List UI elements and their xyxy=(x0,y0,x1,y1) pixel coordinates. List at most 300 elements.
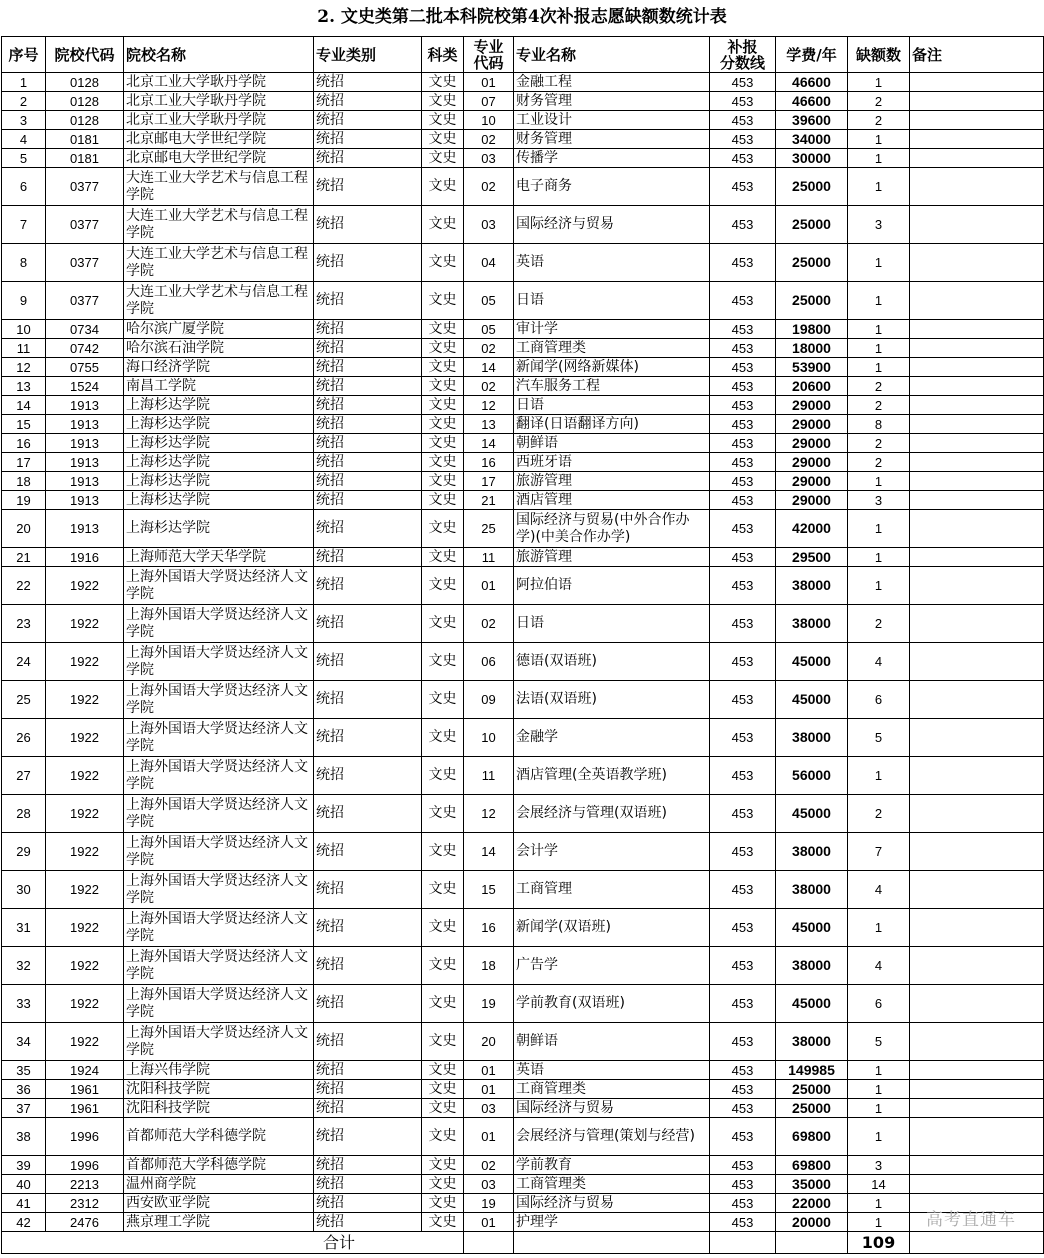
table-row xyxy=(2,719,1044,757)
remark-cell xyxy=(910,130,1044,149)
major-type-cell: 统招 xyxy=(314,491,422,510)
remark-cell xyxy=(910,510,1044,548)
score-line-cell: 453 xyxy=(710,985,776,1023)
school-name-cell: 上海外国语大学贤达经济人文学院 xyxy=(124,719,314,757)
major-name-cell: 国际经济与贸易 xyxy=(514,206,710,244)
seq-cell: 14 xyxy=(2,396,46,415)
major-code-cell: 21 xyxy=(464,491,514,510)
seq-cell: 25 xyxy=(2,681,46,719)
major-code-cell: 05 xyxy=(464,282,514,320)
school-name-cell: 上海外国语大学贤达经济人文学院 xyxy=(124,605,314,643)
seq-cell: 23 xyxy=(2,605,46,643)
major-type-cell: 统招 xyxy=(314,453,422,472)
remark-cell xyxy=(910,1061,1044,1080)
major-code-cell: 14 xyxy=(464,833,514,871)
vacancy-cell: 1 xyxy=(848,548,910,567)
score-line-cell: 453 xyxy=(710,92,776,111)
major-name-cell: 新闻学(双语班) xyxy=(514,909,710,947)
total-empty-cell xyxy=(910,1232,1044,1254)
school-name-cell: 北京邮电大学世纪学院 xyxy=(124,149,314,168)
school-code-cell: 1922 xyxy=(46,871,124,909)
table-row xyxy=(2,1175,1044,1194)
major-type-cell: 统招 xyxy=(314,985,422,1023)
vacancy-cell: 6 xyxy=(848,985,910,1023)
fee-cell: 29000 xyxy=(776,453,848,472)
remark-cell xyxy=(910,415,1044,434)
school-code-cell: 1913 xyxy=(46,434,124,453)
score-line-cell: 453 xyxy=(710,149,776,168)
fee-cell: 25000 xyxy=(776,1080,848,1099)
score-line-cell: 453 xyxy=(710,909,776,947)
seq-cell: 21 xyxy=(2,548,46,567)
header-score-line1: 补报 xyxy=(727,37,758,56)
seq-cell: 27 xyxy=(2,757,46,795)
major-type-cell: 统招 xyxy=(314,377,422,396)
subject-cell: 文史 xyxy=(422,282,464,320)
table-row xyxy=(2,168,1044,206)
table-row xyxy=(2,947,1044,985)
subject-cell: 文史 xyxy=(422,795,464,833)
major-name-cell: 翻译(日语翻译方向) xyxy=(514,415,710,434)
school-name-cell: 北京邮电大学世纪学院 xyxy=(124,130,314,149)
major-code-cell: 10 xyxy=(464,719,514,757)
fee-cell: 45000 xyxy=(776,909,848,947)
seq-cell: 26 xyxy=(2,719,46,757)
major-code-cell: 01 xyxy=(464,73,514,92)
remark-cell xyxy=(910,320,1044,339)
table-row xyxy=(2,396,1044,415)
major-type-cell: 统招 xyxy=(314,168,422,206)
school-name-cell: 上海外国语大学贤达经济人文学院 xyxy=(124,909,314,947)
score-line-cell: 453 xyxy=(710,795,776,833)
fee-cell: 53900 xyxy=(776,358,848,377)
fee-cell: 45000 xyxy=(776,985,848,1023)
major-type-cell: 统招 xyxy=(314,909,422,947)
header-fee: 学费/年 xyxy=(776,37,848,73)
table-row xyxy=(2,358,1044,377)
seq-cell: 29 xyxy=(2,833,46,871)
seq-cell: 35 xyxy=(2,1061,46,1080)
remark-cell xyxy=(910,434,1044,453)
fee-cell: 42000 xyxy=(776,510,848,548)
school-name-cell: 北京工业大学耿丹学院 xyxy=(124,73,314,92)
subject-cell: 文史 xyxy=(422,510,464,548)
school-code-cell: 2213 xyxy=(46,1175,124,1194)
vacancy-cell: 1 xyxy=(848,73,910,92)
major-name-cell: 阿拉伯语 xyxy=(514,567,710,605)
seq-cell: 30 xyxy=(2,871,46,909)
major-code-cell: 14 xyxy=(464,434,514,453)
seq-cell: 31 xyxy=(2,909,46,947)
fee-cell: 38000 xyxy=(776,605,848,643)
table-row xyxy=(2,871,1044,909)
table-row xyxy=(2,1080,1044,1099)
score-line-cell: 453 xyxy=(710,396,776,415)
fee-cell: 29000 xyxy=(776,415,848,434)
vacancy-cell: 4 xyxy=(848,871,910,909)
table-row xyxy=(2,510,1044,548)
score-line-cell: 453 xyxy=(710,681,776,719)
subject-cell: 文史 xyxy=(422,491,464,510)
vacancy-cell: 1 xyxy=(848,358,910,377)
table-row xyxy=(2,1156,1044,1175)
seq-cell: 24 xyxy=(2,643,46,681)
fee-cell: 29000 xyxy=(776,434,848,453)
major-code-cell: 03 xyxy=(464,206,514,244)
subject-cell: 文史 xyxy=(422,1061,464,1080)
major-type-cell: 统招 xyxy=(314,415,422,434)
school-name-cell: 上海外国语大学贤达经济人文学院 xyxy=(124,947,314,985)
fee-cell: 38000 xyxy=(776,719,848,757)
header-major-name: 专业名称 xyxy=(514,37,710,73)
school-code-cell: 0128 xyxy=(46,73,124,92)
school-name-cell: 西安欧亚学院 xyxy=(124,1194,314,1213)
major-type-cell: 统招 xyxy=(314,282,422,320)
major-name-cell: 酒店管理(全英语教学班) xyxy=(514,757,710,795)
table-row xyxy=(2,92,1044,111)
school-name-cell: 燕京理工学院 xyxy=(124,1213,314,1232)
table-row xyxy=(2,244,1044,282)
header-subject: 科类 xyxy=(422,37,464,73)
school-code-cell: 0377 xyxy=(46,168,124,206)
subject-cell: 文史 xyxy=(422,1023,464,1061)
table-header-row xyxy=(2,37,1044,73)
school-code-cell: 1996 xyxy=(46,1118,124,1156)
seq-cell: 17 xyxy=(2,453,46,472)
seq-cell: 10 xyxy=(2,320,46,339)
school-name-cell: 上海外国语大学贤达经济人文学院 xyxy=(124,871,314,909)
remark-cell xyxy=(910,719,1044,757)
subject-cell: 文史 xyxy=(422,206,464,244)
table-row xyxy=(2,757,1044,795)
header-major-code-line1: 专业 xyxy=(473,37,504,56)
major-name-cell: 会计学 xyxy=(514,833,710,871)
score-line-cell: 453 xyxy=(710,548,776,567)
vacancy-cell: 1 xyxy=(848,1099,910,1118)
score-line-cell: 453 xyxy=(710,491,776,510)
major-code-cell: 11 xyxy=(464,548,514,567)
major-type-cell: 统招 xyxy=(314,73,422,92)
major-type-cell: 统招 xyxy=(314,1213,422,1232)
school-code-cell: 0128 xyxy=(46,92,124,111)
table-row xyxy=(2,377,1044,396)
score-line-cell: 453 xyxy=(710,1099,776,1118)
header-major-code xyxy=(464,37,514,73)
header-major-code-line2: 代码 xyxy=(473,53,504,72)
subject-cell: 文史 xyxy=(422,472,464,491)
table-row xyxy=(2,985,1044,1023)
remark-cell xyxy=(910,282,1044,320)
vacancy-cell: 1 xyxy=(848,130,910,149)
school-name-cell: 沈阳科技学院 xyxy=(124,1080,314,1099)
score-line-cell: 453 xyxy=(710,377,776,396)
subject-cell: 文史 xyxy=(422,985,464,1023)
school-code-cell: 1922 xyxy=(46,681,124,719)
school-name-cell: 大连工业大学艺术与信息工程学院 xyxy=(124,282,314,320)
remark-cell xyxy=(910,605,1044,643)
total-empty-cell xyxy=(514,1232,710,1254)
school-code-cell: 2476 xyxy=(46,1213,124,1232)
subject-cell: 文史 xyxy=(422,358,464,377)
school-name-cell: 哈尔滨广厦学院 xyxy=(124,320,314,339)
school-code-cell: 0377 xyxy=(46,244,124,282)
header-remarks: 备注 xyxy=(910,37,1044,73)
vacancy-cell: 14 xyxy=(848,1175,910,1194)
table-row xyxy=(2,605,1044,643)
subject-cell: 文史 xyxy=(422,244,464,282)
score-line-cell: 453 xyxy=(710,1118,776,1156)
watermark-text: 高考直通车 xyxy=(926,1210,1016,1230)
fee-cell: 18000 xyxy=(776,339,848,358)
fee-cell: 25000 xyxy=(776,282,848,320)
subject-cell: 文史 xyxy=(422,1194,464,1213)
vacancy-cell: 3 xyxy=(848,206,910,244)
major-name-cell: 工商管理类 xyxy=(514,1080,710,1099)
seq-cell: 11 xyxy=(2,339,46,358)
seq-cell: 37 xyxy=(2,1099,46,1118)
fee-cell: 20600 xyxy=(776,377,848,396)
table-row xyxy=(2,681,1044,719)
major-type-cell: 统招 xyxy=(314,320,422,339)
remark-cell xyxy=(910,472,1044,491)
subject-cell: 文史 xyxy=(422,1080,464,1099)
remark-cell xyxy=(910,871,1044,909)
score-line-cell: 453 xyxy=(710,643,776,681)
seq-cell: 32 xyxy=(2,947,46,985)
school-name-cell: 上海外国语大学贤达经济人文学院 xyxy=(124,681,314,719)
major-type-cell: 统招 xyxy=(314,339,422,358)
subject-cell: 文史 xyxy=(422,92,464,111)
major-code-cell: 03 xyxy=(464,149,514,168)
major-code-cell: 09 xyxy=(464,681,514,719)
school-code-cell: 1922 xyxy=(46,947,124,985)
remark-cell xyxy=(910,681,1044,719)
major-name-cell: 西班牙语 xyxy=(514,453,710,472)
table-row xyxy=(2,1213,1044,1232)
school-code-cell: 1996 xyxy=(46,1156,124,1175)
vacancy-cell: 7 xyxy=(848,833,910,871)
fee-cell: 45000 xyxy=(776,681,848,719)
table-row xyxy=(2,909,1044,947)
header-score-line xyxy=(710,37,776,73)
school-code-cell: 0742 xyxy=(46,339,124,358)
school-code-cell: 1922 xyxy=(46,795,124,833)
major-name-cell: 护理学 xyxy=(514,1213,710,1232)
school-name-cell: 上海外国语大学贤达经济人文学院 xyxy=(124,795,314,833)
subject-cell: 文史 xyxy=(422,1156,464,1175)
score-line-cell: 453 xyxy=(710,434,776,453)
major-name-cell: 国际经济与贸易 xyxy=(514,1099,710,1118)
major-type-cell: 统招 xyxy=(314,833,422,871)
vacancy-table xyxy=(1,36,1044,1254)
score-line-cell: 453 xyxy=(710,833,776,871)
header-score-line2: 分数线 xyxy=(719,53,765,72)
remark-cell xyxy=(910,377,1044,396)
school-code-cell: 1913 xyxy=(46,396,124,415)
major-code-cell: 06 xyxy=(464,643,514,681)
vacancy-cell: 2 xyxy=(848,795,910,833)
score-line-cell: 453 xyxy=(710,1175,776,1194)
remark-cell xyxy=(910,795,1044,833)
major-code-cell: 02 xyxy=(464,605,514,643)
subject-cell: 文史 xyxy=(422,168,464,206)
major-code-cell: 12 xyxy=(464,795,514,833)
school-code-cell: 2312 xyxy=(46,1194,124,1213)
table-row xyxy=(2,795,1044,833)
seq-cell: 42 xyxy=(2,1213,46,1232)
major-code-cell: 18 xyxy=(464,947,514,985)
major-code-cell: 01 xyxy=(464,567,514,605)
remark-cell xyxy=(910,548,1044,567)
school-code-cell: 0377 xyxy=(46,282,124,320)
school-code-cell: 1922 xyxy=(46,985,124,1023)
school-name-cell: 沈阳科技学院 xyxy=(124,1099,314,1118)
table-row xyxy=(2,643,1044,681)
major-code-cell: 01 xyxy=(464,1080,514,1099)
vacancy-cell: 1 xyxy=(848,320,910,339)
fee-cell: 25000 xyxy=(776,1099,848,1118)
seq-cell: 6 xyxy=(2,168,46,206)
school-name-cell: 上海杉达学院 xyxy=(124,453,314,472)
school-name-cell: 上海外国语大学贤达经济人文学院 xyxy=(124,643,314,681)
major-name-cell: 审计学 xyxy=(514,320,710,339)
fee-cell: 29000 xyxy=(776,472,848,491)
score-line-cell: 453 xyxy=(710,73,776,92)
subject-cell: 文史 xyxy=(422,73,464,92)
vacancy-cell: 1 xyxy=(848,1194,910,1213)
major-code-cell: 02 xyxy=(464,168,514,206)
subject-cell: 文史 xyxy=(422,396,464,415)
score-line-cell: 453 xyxy=(710,567,776,605)
score-line-cell: 453 xyxy=(710,168,776,206)
fee-cell: 30000 xyxy=(776,149,848,168)
subject-cell: 文史 xyxy=(422,1175,464,1194)
school-name-cell: 北京工业大学耿丹学院 xyxy=(124,92,314,111)
subject-cell: 文史 xyxy=(422,909,464,947)
major-type-cell: 统招 xyxy=(314,130,422,149)
score-line-cell: 453 xyxy=(710,1213,776,1232)
fee-cell: 22000 xyxy=(776,1194,848,1213)
fee-cell: 29500 xyxy=(776,548,848,567)
major-type-cell: 统招 xyxy=(314,358,422,377)
school-code-cell: 0181 xyxy=(46,130,124,149)
subject-cell: 文史 xyxy=(422,871,464,909)
seq-cell: 19 xyxy=(2,491,46,510)
score-line-cell: 453 xyxy=(710,605,776,643)
total-empty-cell xyxy=(464,1232,514,1254)
major-code-cell: 01 xyxy=(464,1061,514,1080)
score-line-cell: 453 xyxy=(710,111,776,130)
fee-cell: 38000 xyxy=(776,1023,848,1061)
seq-cell: 1 xyxy=(2,73,46,92)
school-name-cell: 上海兴伟学院 xyxy=(124,1061,314,1080)
major-code-cell: 03 xyxy=(464,1175,514,1194)
major-type-cell: 统招 xyxy=(314,472,422,491)
remark-cell xyxy=(910,244,1044,282)
remark-cell xyxy=(910,947,1044,985)
vacancy-cell: 1 xyxy=(848,757,910,795)
remark-cell xyxy=(910,111,1044,130)
major-name-cell: 朝鲜语 xyxy=(514,434,710,453)
seq-cell: 15 xyxy=(2,415,46,434)
fee-cell: 45000 xyxy=(776,643,848,681)
fee-cell: 46600 xyxy=(776,92,848,111)
fee-cell: 19800 xyxy=(776,320,848,339)
major-code-cell: 11 xyxy=(464,757,514,795)
score-line-cell: 453 xyxy=(710,244,776,282)
major-code-cell: 19 xyxy=(464,1194,514,1213)
score-line-cell: 453 xyxy=(710,871,776,909)
table-row xyxy=(2,567,1044,605)
major-name-cell: 酒店管理 xyxy=(514,491,710,510)
vacancy-cell: 2 xyxy=(848,92,910,111)
vacancy-cell: 2 xyxy=(848,453,910,472)
major-type-cell: 统招 xyxy=(314,1099,422,1118)
school-name-cell: 首都师范大学科德学院 xyxy=(124,1118,314,1156)
major-name-cell: 日语 xyxy=(514,282,710,320)
score-line-cell: 453 xyxy=(710,206,776,244)
subject-cell: 文史 xyxy=(422,719,464,757)
table-row xyxy=(2,1194,1044,1213)
score-line-cell: 453 xyxy=(710,358,776,377)
major-code-cell: 16 xyxy=(464,909,514,947)
subject-cell: 文史 xyxy=(422,320,464,339)
vacancy-cell: 1 xyxy=(848,168,910,206)
major-name-cell: 国际经济与贸易(中外合作办学)(中美合作办学) xyxy=(514,510,710,548)
major-name-cell: 电子商务 xyxy=(514,168,710,206)
vacancy-cell: 4 xyxy=(848,643,910,681)
remark-cell xyxy=(910,1080,1044,1099)
major-code-cell: 01 xyxy=(464,1118,514,1156)
major-type-cell: 统招 xyxy=(314,1080,422,1099)
score-line-cell: 453 xyxy=(710,339,776,358)
page-title: 2. 文史类第二批本科院校第4次补报志愿缺额数统计表 xyxy=(317,7,727,27)
subject-cell: 文史 xyxy=(422,1213,464,1232)
vacancy-cell: 2 xyxy=(848,434,910,453)
seq-cell: 16 xyxy=(2,434,46,453)
table-row xyxy=(2,453,1044,472)
school-name-cell: 上海杉达学院 xyxy=(124,434,314,453)
remark-cell xyxy=(910,985,1044,1023)
vacancy-cell: 6 xyxy=(848,681,910,719)
remark-cell xyxy=(910,358,1044,377)
major-code-cell: 02 xyxy=(464,130,514,149)
school-code-cell: 1922 xyxy=(46,757,124,795)
vacancy-cell: 4 xyxy=(848,947,910,985)
major-name-cell: 传播学 xyxy=(514,149,710,168)
major-type-cell: 统招 xyxy=(314,206,422,244)
major-name-cell: 朝鲜语 xyxy=(514,1023,710,1061)
vacancy-cell: 5 xyxy=(848,719,910,757)
seq-cell: 4 xyxy=(2,130,46,149)
remark-cell xyxy=(910,453,1044,472)
subject-cell: 文史 xyxy=(422,130,464,149)
score-line-cell: 453 xyxy=(710,130,776,149)
header-seq: 序号 xyxy=(2,37,46,73)
major-type-cell: 统招 xyxy=(314,111,422,130)
major-code-cell: 10 xyxy=(464,111,514,130)
seq-cell: 40 xyxy=(2,1175,46,1194)
vacancy-cell: 5 xyxy=(848,1023,910,1061)
major-code-cell: 07 xyxy=(464,92,514,111)
score-line-cell: 453 xyxy=(710,757,776,795)
seq-cell: 8 xyxy=(2,244,46,282)
school-code-cell: 1922 xyxy=(46,833,124,871)
table-row xyxy=(2,415,1044,434)
major-type-cell: 统招 xyxy=(314,510,422,548)
fee-cell: 20000 xyxy=(776,1213,848,1232)
school-name-cell: 上海外国语大学贤达经济人文学院 xyxy=(124,567,314,605)
